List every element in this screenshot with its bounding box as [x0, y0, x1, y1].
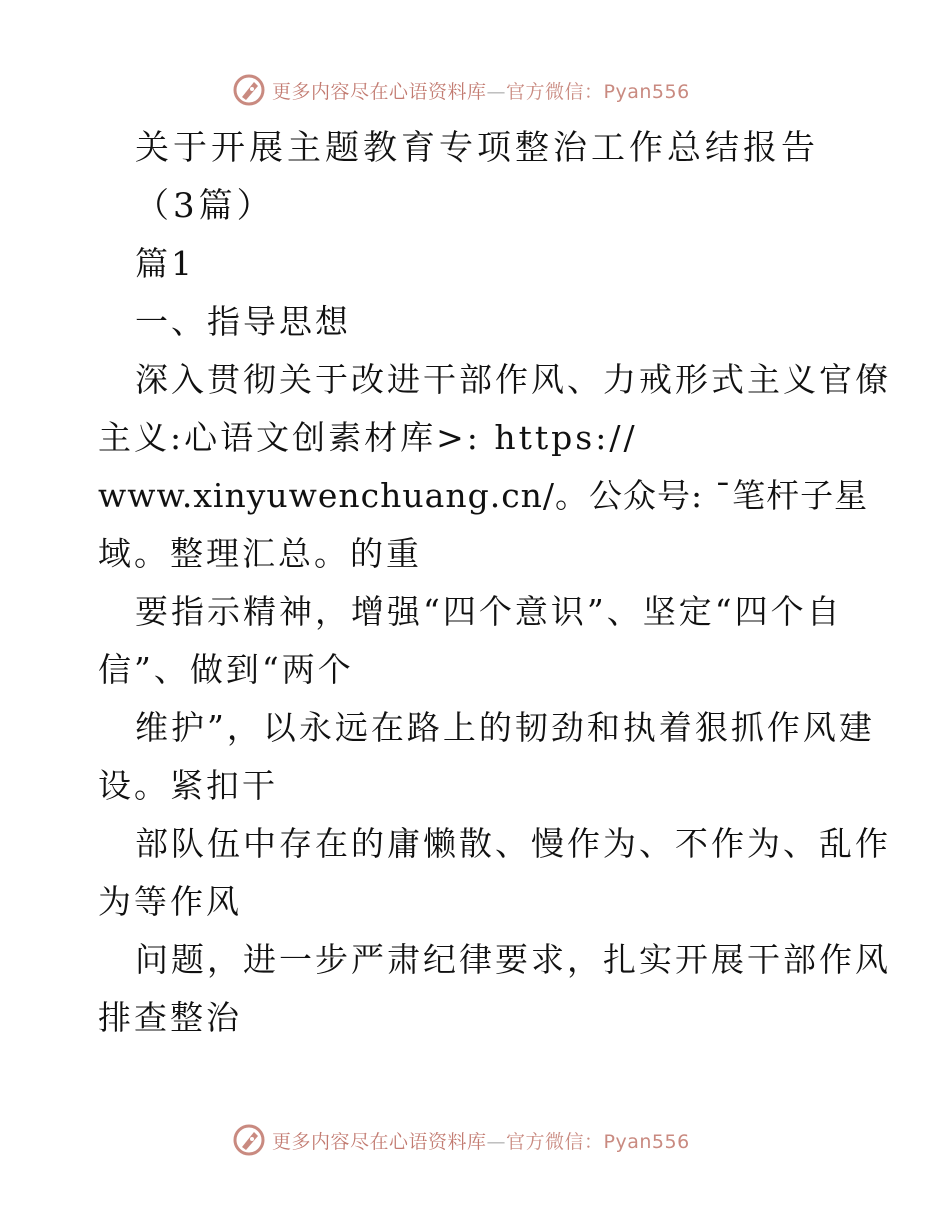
watermark-banner-top	[232, 70, 752, 110]
watermark-separator: —	[486, 1130, 507, 1153]
body-line: 域。整理汇总。的重	[98, 534, 422, 573]
watermark-text	[272, 1127, 690, 1154]
watermark-banner-bottom	[232, 1120, 752, 1160]
watermark-text	[272, 77, 690, 104]
watermark-separator: —	[486, 80, 507, 103]
section-label: 篇1	[135, 244, 195, 283]
body-line: 为等作风	[98, 882, 242, 921]
watermark-main: 更多内容尽在心语资料库	[272, 1130, 487, 1153]
body-line: 设。紧扣干	[98, 766, 278, 805]
body-line: 排查整治	[98, 998, 242, 1037]
watermark-contact-id: Pyan556	[603, 80, 690, 103]
body-line: 深入贯彻关于改进干部作风、力戒形式主义官僚	[135, 360, 891, 399]
document-title: 关于开展主题教育专项整治工作总结报告	[135, 128, 819, 168]
watermark-contact-label: 官方微信：	[506, 1130, 604, 1153]
body-line: 问题，进一步严肃纪律要求，扎实开展干部作风	[135, 940, 891, 979]
body-line: 维护”，以永远在路上的韧劲和执着狠抓作风建	[135, 708, 875, 747]
body-line: 信”、做到“两个	[98, 650, 354, 689]
pen-nib-logo-icon	[232, 1123, 266, 1157]
watermark-main: 更多内容尽在心语资料库	[272, 80, 487, 103]
watermark-contact-label: 官方微信：	[506, 80, 604, 103]
body-line: 要指示精神，增强“四个意识”、坚定“四个自	[135, 592, 843, 631]
section-heading: 一、指导思想	[135, 302, 351, 341]
watermark-contact-id: Pyan556	[603, 1130, 690, 1153]
body-line: 主义:心语文创素材库>: https://	[98, 418, 638, 457]
body-line: www.xinyuwenchuang.cn/。公众号: ¯笔杆子星	[98, 476, 869, 515]
pen-nib-logo-icon	[232, 73, 266, 107]
body-line: 部队伍中存在的庸懒散、慢作为、不作为、乱作	[135, 824, 891, 863]
document-title-count: （3篇）	[135, 186, 275, 226]
